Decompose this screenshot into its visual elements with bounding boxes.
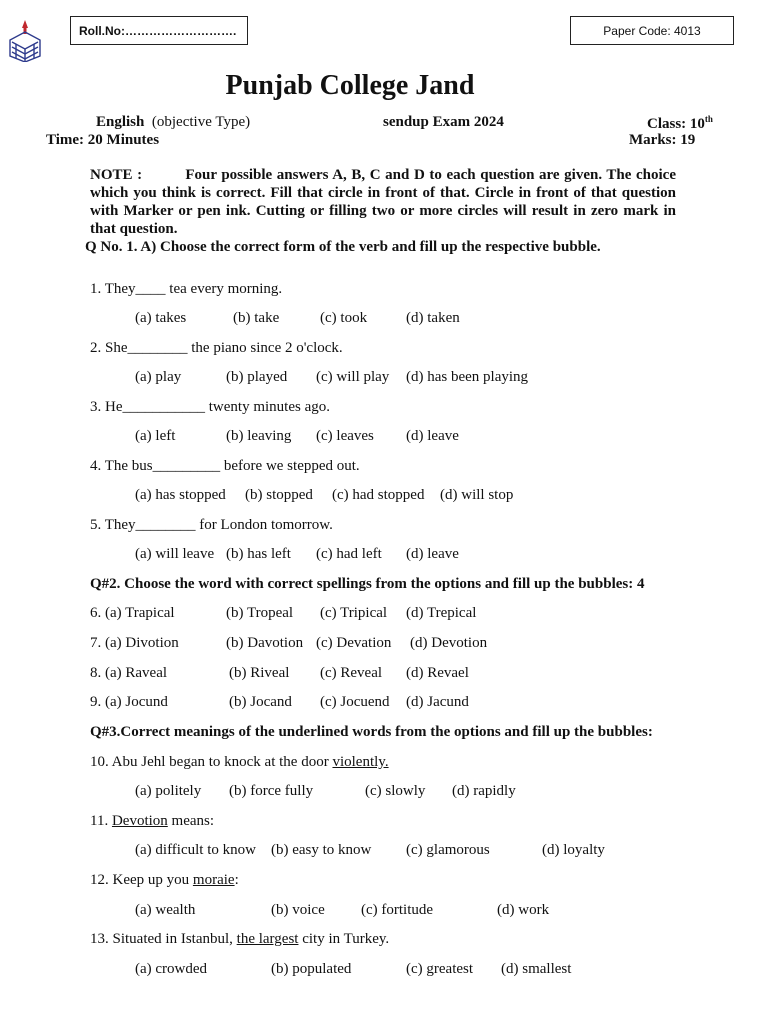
option-a[interactable]: (a) takes bbox=[135, 310, 187, 326]
option-d[interactable]: (d) leave bbox=[406, 428, 459, 444]
option-b[interactable]: (b) Riveal bbox=[229, 665, 290, 681]
college-logo-icon bbox=[8, 18, 42, 62]
time-info: Time: 20 Minutes bbox=[46, 132, 160, 148]
page-title: Punjab College Jand bbox=[225, 70, 475, 101]
option-d[interactable]: (d) will stop bbox=[440, 487, 514, 503]
option-b[interactable]: (b) stopped bbox=[245, 487, 313, 503]
option-a[interactable]: 8. (a) Raveal bbox=[90, 665, 168, 681]
option-d[interactable]: (d) work bbox=[497, 902, 550, 918]
instructions-note bbox=[90, 166, 676, 238]
q2-heading: Q#2. Choose the word with correct spellings from the options and fill up the bubbles: 4 bbox=[90, 576, 645, 592]
subject: English bbox=[96, 114, 145, 130]
option-b[interactable]: (b) Jocand bbox=[229, 694, 292, 710]
subject-line bbox=[96, 114, 250, 131]
option-a[interactable]: (a) wealth bbox=[135, 902, 196, 918]
option-c[interactable]: (c) leaves bbox=[316, 428, 374, 444]
option-b[interactable]: (b) Tropeal bbox=[226, 605, 294, 621]
question-stem bbox=[90, 872, 239, 889]
option-c[interactable]: (c) fortitude bbox=[361, 902, 434, 918]
option-a[interactable]: (a) play bbox=[135, 369, 182, 385]
exam-name: sendup Exam 2024 bbox=[383, 114, 504, 130]
option-a[interactable]: 6. (a) Trapical bbox=[90, 605, 175, 621]
question-stem bbox=[90, 931, 389, 948]
option-d[interactable]: (d) loyalty bbox=[542, 842, 605, 858]
option-b[interactable]: (b) populated bbox=[271, 961, 352, 977]
class-superscript: th bbox=[704, 114, 713, 124]
question-stem bbox=[90, 754, 389, 771]
option-a[interactable]: (a) politely bbox=[135, 783, 202, 799]
option-c[interactable]: (c) slowly bbox=[365, 783, 426, 799]
paper-code-box bbox=[570, 16, 734, 45]
paper-code: Paper Code: 4013 bbox=[603, 24, 701, 38]
option-b[interactable]: (b) leaving bbox=[226, 428, 292, 444]
question-stem: 2. She________ the piano since 2 o'clock. bbox=[90, 340, 343, 356]
option-d[interactable]: (d) smallest bbox=[501, 961, 572, 977]
option-a[interactable]: (a) difficult to know bbox=[135, 842, 256, 858]
underlined-word: the largest bbox=[236, 931, 299, 947]
option-d[interactable]: (d) leave bbox=[406, 546, 459, 562]
note-text: Four possible answers A, B, C and D to each question are given. The choice which you think is correct. Fill that circle in front of that. Circle in front of that question with Marker or pen ink. Cutting or filling two or more circles will result in zero mark in that question. bbox=[90, 167, 677, 237]
stem-text-end: city in Turkey. bbox=[298, 931, 390, 947]
question-stem: 3. He___________ twenty minutes ago. bbox=[90, 399, 330, 415]
underlined-word: Devotion bbox=[111, 813, 168, 829]
class-label: Class: 10 bbox=[647, 116, 705, 132]
option-c[interactable]: (c) greatest bbox=[406, 961, 474, 977]
option-a[interactable]: (a) will leave bbox=[135, 546, 215, 562]
option-a[interactable]: (a) left bbox=[135, 428, 176, 444]
roll-number-label: Roll.No:………………………. bbox=[79, 24, 237, 38]
option-a[interactable]: (a) has stopped bbox=[135, 487, 226, 503]
class-info bbox=[647, 114, 713, 133]
option-d[interactable]: (d) Trepical bbox=[406, 605, 477, 621]
q3-heading: Q#3.Correct meanings of the underlined words from the options and fill up the bubbles: bbox=[90, 724, 653, 740]
option-b[interactable]: (b) Davotion bbox=[226, 635, 304, 651]
stem-text: 12. Keep up you bbox=[90, 872, 193, 888]
stem-text-end: means: bbox=[167, 813, 215, 829]
question-stem: 1. They____ tea every morning. bbox=[90, 281, 283, 297]
stem-text-end: : bbox=[234, 872, 239, 888]
option-a[interactable]: (a) crowded bbox=[135, 961, 208, 977]
option-b[interactable]: (b) take bbox=[233, 310, 280, 326]
note-label: NOTE : bbox=[90, 167, 143, 183]
option-c[interactable]: (c) took bbox=[320, 310, 368, 326]
option-c[interactable]: (c) will play bbox=[316, 369, 390, 385]
underlined-word: moraie bbox=[192, 872, 235, 888]
question-stem bbox=[90, 813, 214, 830]
q1-heading: Q No. 1. A) Choose the correct form of the verb and fill up the respective bubble. bbox=[85, 239, 601, 255]
option-d[interactable]: (d) taken bbox=[406, 310, 460, 326]
marks-info: Marks: 19 bbox=[629, 132, 696, 148]
stem-text: 11. bbox=[90, 813, 112, 829]
option-c[interactable]: (c) had left bbox=[316, 546, 382, 562]
option-b[interactable]: (b) easy to know bbox=[271, 842, 372, 858]
option-c[interactable]: (c) Reveal bbox=[320, 665, 383, 681]
option-b[interactable]: (b) voice bbox=[271, 902, 325, 918]
stem-text: 13. Situated in Istanbul, bbox=[90, 931, 237, 947]
option-b[interactable]: (b) has left bbox=[226, 546, 291, 562]
underlined-word: violently. bbox=[332, 754, 389, 770]
option-b[interactable]: (b) force fully bbox=[229, 783, 314, 799]
option-c[interactable]: (c) Tripical bbox=[320, 605, 388, 621]
option-c[interactable]: (c) glamorous bbox=[406, 842, 490, 858]
question-stem: 5. They________ for London tomorrow. bbox=[90, 517, 333, 533]
option-d[interactable]: (d) rapidly bbox=[452, 783, 516, 799]
option-a[interactable]: 9. (a) Jocund bbox=[90, 694, 168, 710]
option-c[interactable]: (c) Devation bbox=[316, 635, 392, 651]
option-d[interactable]: (d) has been playing bbox=[406, 369, 529, 385]
subject-type: (objective Type) bbox=[151, 114, 251, 130]
option-c[interactable]: (c) Jocuend bbox=[320, 694, 390, 710]
option-d[interactable]: (d) Devotion bbox=[410, 635, 488, 651]
option-c[interactable]: (c) had stopped bbox=[332, 487, 425, 503]
option-d[interactable]: (d) Jacund bbox=[406, 694, 469, 710]
question-stem: 4. The bus_________ before we stepped out. bbox=[90, 458, 360, 474]
roll-number-box bbox=[70, 16, 248, 45]
stem-text: 10. Abu Jehl began to knock at the door bbox=[90, 754, 333, 770]
option-a[interactable]: 7. (a) Divotion bbox=[90, 635, 179, 651]
option-b[interactable]: (b) played bbox=[226, 369, 288, 385]
option-d[interactable]: (d) Revael bbox=[406, 665, 469, 681]
